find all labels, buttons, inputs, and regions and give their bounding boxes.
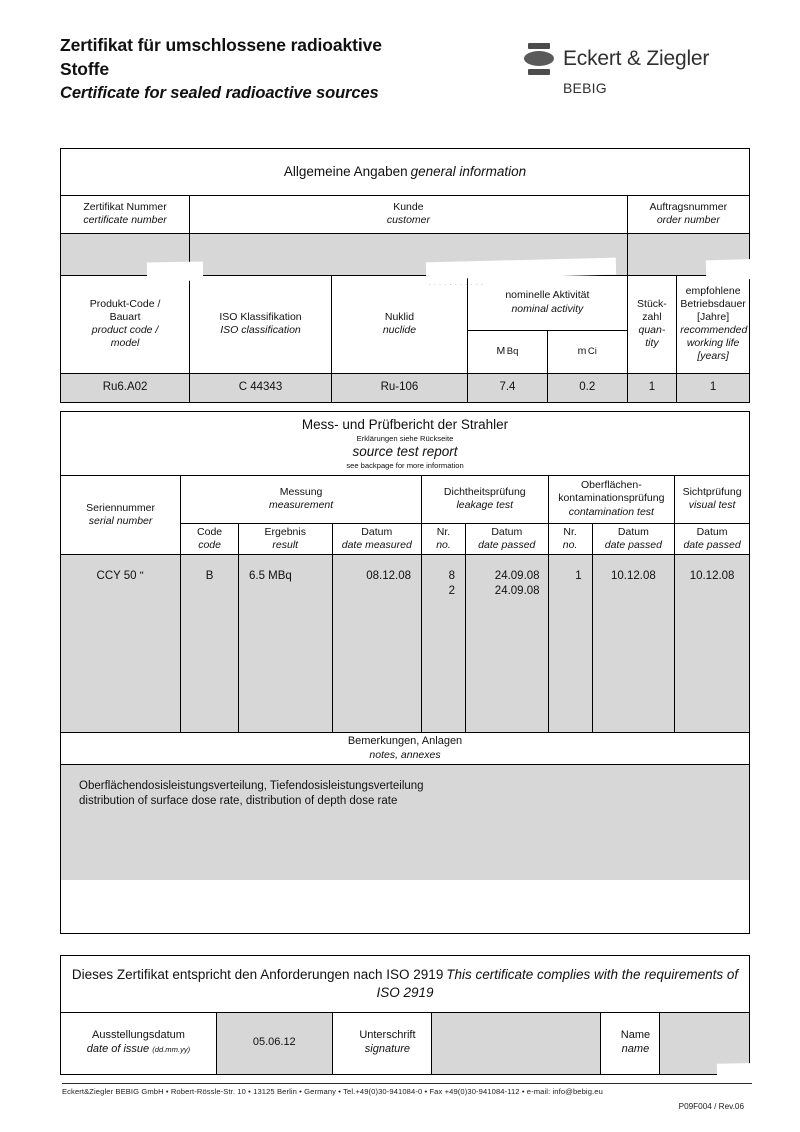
general-information-section [60,148,750,403]
contamination-no-value: 1 [548,554,592,732]
nominal-activity-label [468,275,628,373]
nominal-activity-heading [468,276,627,331]
report-band-en: source test report [352,444,458,460]
general-label-row [61,195,749,233]
signature-label [332,1012,432,1074]
iso-compliance-section [60,955,750,1075]
general-band-cell [61,149,749,195]
unit-mbq-label [468,331,548,373]
document-header [60,34,750,124]
name-redaction [716,1062,792,1081]
general-band-de: Allgemeine Angaben [283,163,408,179]
report-band-cell [61,412,749,475]
unit-mci-label [548,331,627,373]
signature-label-de: Unterschrift [359,1029,416,1042]
general-band-row [61,149,749,195]
name-label [600,1012,659,1074]
report-band-de-note: Erklärungen siehe Rückseite [356,433,454,443]
date-of-issue-label-de: Ausstellungsdatum [92,1029,185,1042]
visual-date-value: 10.12.08 [675,554,749,732]
code-subheader-de: Code [197,525,223,538]
visual-date-subheader-en: date passed [683,538,741,551]
serial-number-label-de: Seriennummer [86,501,156,514]
serial-number-text: CCY 50 [96,569,137,582]
title-block [60,34,500,105]
product-code-label-de1: Produkt-Code / [89,297,161,310]
table-row [61,554,749,732]
leakage-date-line1: 24.09.08 [494,569,540,582]
report-band-en-note: see backpage for more information [346,460,464,470]
date-of-issue-format: (dd.mm.yy) [152,1045,191,1054]
product-code-label-de2: Bauart [109,310,141,323]
unit-mci-sup: Ci [587,345,597,357]
code-value: B [181,554,239,732]
cert-number-label-en: certificate number [83,214,167,226]
order-number-value [627,233,749,275]
contamination-date-subheader [592,523,675,554]
serial-number-label-en: serial number [88,514,153,527]
leakage-no-line1: 8 [448,569,456,582]
code-subheader-en: code [198,538,221,551]
nominal-activity-label-en: nominal activity [511,302,584,315]
name-label-de: Name [620,1029,651,1042]
product-code-value: Ru6.A02 [61,373,190,402]
notes-value-row [61,764,749,880]
brand-logo [524,42,754,96]
customer-label-en: customer [386,214,430,226]
measurement-label-de: Messung [279,485,323,498]
contamination-date-value: 10.12.08 [592,554,675,732]
working-life-label-de1: empfohlene [685,284,741,297]
leakage-label-en: leakage test [456,499,514,511]
notes-text-en: distribution of surface dose rate, distribution of depth dose rate [79,795,398,808]
quantity-label-de2: zahl [642,310,662,323]
nominal-activity-label-de: nominelle Aktivität [505,289,590,302]
cert-number-label [61,195,190,233]
source-test-report-section [60,411,750,934]
eckert-ziegler-logo-icon [524,42,554,76]
footer-divider [62,1083,752,1084]
cert-number-value [61,233,190,275]
quantity-value: 1 [627,373,677,402]
visual-test-group-label [675,475,749,523]
nuclide-label [331,275,467,373]
iso-statement-row [61,956,749,1012]
date-measured-value: 08.12.08 [332,554,421,732]
cert-number-redaction [147,261,203,281]
iso-statement-en: This certificate complies with the requirements of ISO 2919 [376,967,739,1000]
result-subheader-en: result [272,538,299,551]
unit-mbq-sup: Bq [506,345,519,357]
contamination-label-de2: kontaminationsprüfung [558,492,665,505]
activity-mbq-value: 7.4 [468,373,548,402]
measurement-label-en: measurement [268,499,334,511]
visual-label-en: visual test [688,499,736,511]
contamination-date-subheader-en: date passed [604,538,662,551]
working-life-label-en1: recommended [680,324,748,336]
nuclide-value: Ru-106 [331,373,467,402]
order-number-redaction [706,258,800,281]
leakage-no-subheader [421,523,465,554]
iso-classification-value: C 44343 [190,373,332,402]
visual-date-subheader [675,523,749,554]
leakage-no-line2: 2 [448,585,456,598]
leakage-no-value [421,554,465,732]
footer-address: Eckert&Ziegler BEBIG GmbH • Robert-Rössle-Str. 10 • 13125 Berlin • Germany • Tel.+49(0)30-941084-0 • Fax +49(0)30-941084-112 • e-mail: info@bebig.eu [62,1087,603,1096]
measurement-group-label [181,475,422,523]
iso-classification-label-de: ISO Klassifikation [219,310,302,323]
contamination-date-subheader-de: Datum [617,525,649,538]
notes-label-de: Bemerkungen, Anlagen [347,734,463,747]
page-title-de-line2: Stoffe [60,58,109,79]
working-life-value: 1 [677,373,749,402]
leakage-date-line2: 24.09.08 [494,585,540,598]
leakage-label-de: Dichtheitsprüfung [443,485,526,498]
contamination-no-subheader [548,523,592,554]
quantity-label-en2: tity [645,337,659,350]
name-value [660,1012,749,1074]
brand-name: Eckert & Ziegler [563,47,710,70]
visual-date-subheader-de: Datum [696,525,728,538]
iso-classification-label [190,275,332,373]
unit-mbq-base: M [496,344,506,357]
order-number-label-en: order number [656,214,720,226]
contamination-test-group-label [548,475,675,523]
name-label-en: name [621,1043,650,1055]
general-band-en: general information [410,163,527,179]
date-of-issue-label [61,1012,216,1074]
page-title-en: Certificate for sealed radioactive sources [60,84,379,103]
result-subheader-de: Ergebnis [264,525,306,538]
leakage-date-subheader [466,523,549,554]
iso-statement-cell [61,956,749,1012]
document-footer [62,1083,752,1111]
serial-number-label [61,475,181,554]
customer-ghost-text: . . . . . . . . . . . [428,278,484,287]
order-number-label-de: Auftragsnummer [649,200,728,213]
working-life-label-de2: Betriebsdauer [680,297,746,310]
result-subheader [238,523,332,554]
page-title-de-line1: Zertifikat für umschlossene radioaktive [60,35,382,55]
working-life-label [677,275,749,373]
visual-label-de: Sichtprüfung [682,485,742,498]
unit-mci-base: m [577,344,587,357]
customer-label-de: Kunde [393,200,424,213]
brand-subname: BEBIG [563,80,607,96]
product-code-label-en2: model [110,337,140,350]
product-label-row [61,275,749,373]
cert-number-label-de: Zertifikat Nummer [83,200,167,213]
date-measured-subheader-en: date measured [341,538,412,551]
order-number-label [627,195,749,233]
quantity-label-en1: quan- [638,324,666,336]
notes-label-row [61,732,749,764]
quantity-label [627,275,677,373]
leakage-no-subheader-en: no. [436,538,451,551]
page-title-de [60,34,500,81]
report-band-row [61,412,749,475]
notes-label-en: notes, annexes [369,748,441,761]
nuclide-label-de: Nuklid [384,310,415,323]
customer-label [190,195,628,233]
nuclide-label-en: nuclide [382,324,417,336]
product-code-label [61,275,190,373]
quantity-label-de1: Stück- [637,297,667,310]
serial-number-ditto: " [139,569,145,582]
contamination-no-subheader-de: Nr. [563,525,577,538]
date-measured-subheader-de: Datum [361,525,393,538]
date-of-issue-label-en-text: date of issue [86,1043,150,1055]
contamination-label-de1: Oberflächen- [581,479,642,492]
contamination-label-en: contamination test [568,505,654,518]
report-band-de: Mess- und Prüfbericht der Strahler [301,417,509,433]
notes-value-cell [61,764,749,880]
result-value: 6.5 MBq [238,554,332,732]
leakage-date-subheader-en: date passed [478,538,536,551]
serial-number-value [61,554,181,732]
iso-statement-de: Dieses Zertifikat entspricht den Anforderungen nach ISO 2919 [71,967,444,983]
activity-mci-value: 0.2 [547,373,627,402]
contamination-no-subheader-en: no. [562,538,578,551]
report-group-header-row [61,475,749,523]
customer-value [190,233,628,287]
footer-revision: P09F004 / Rev.06 [678,1102,744,1111]
signature-value [432,1012,601,1074]
code-subheader [181,523,239,554]
leakage-no-subheader-de: Nr. [436,525,451,538]
working-life-label-en2: working life [686,337,740,350]
general-value-row [61,233,749,275]
leakage-test-group-label [421,475,548,523]
signature-row [61,1012,749,1074]
working-life-label-de3: [Jahre] [697,310,730,323]
iso-classification-label-en: ISO classification [220,324,301,336]
date-measured-subheader [332,523,421,554]
product-value-row [61,373,749,402]
signature-label-en: signature [364,1043,411,1055]
leakage-date-subheader-de: Datum [491,525,523,538]
leakage-date-value [466,554,549,732]
product-code-label-en1: product code / [91,324,159,336]
notes-label-cell [61,732,749,764]
date-of-issue-label-en [64,1043,213,1057]
working-life-label-en3: [years] [697,350,729,363]
notes-text-de: Oberflächendosisleistungsverteilung, Tiefendosisleistungsverteilung [79,779,424,792]
date-of-issue-value: 05.06.12 [216,1012,332,1074]
